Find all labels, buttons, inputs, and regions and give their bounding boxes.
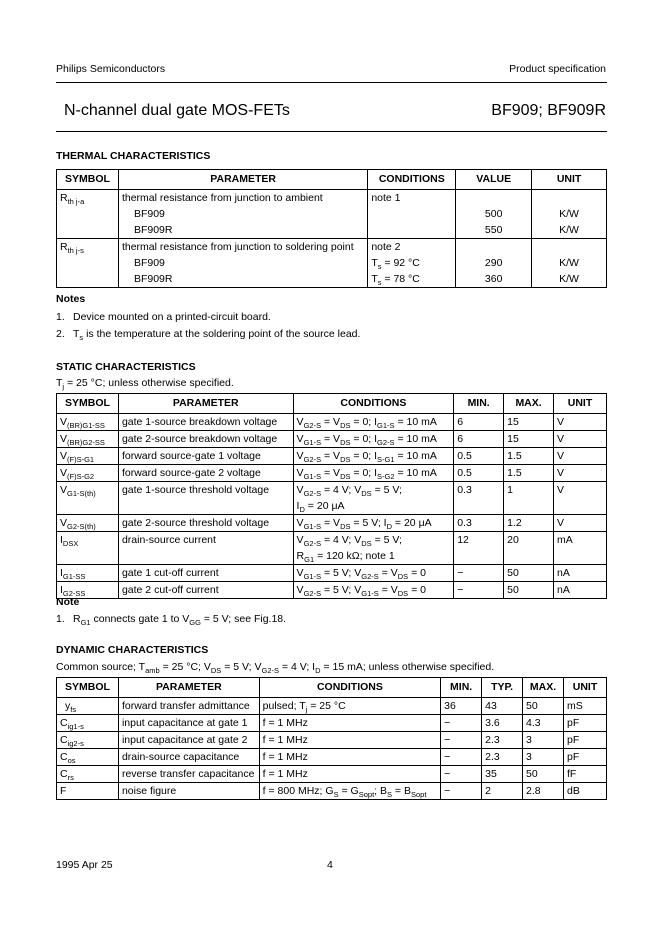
conditions-cell: $V_{G1-S} = V_{DS} = 0$; $I_{G2-S} = 10$ mA (293, 431, 454, 448)
typ-cell: 2.3 (482, 732, 523, 749)
symbol-cell: $V_{(BR)G1-SS}$ (57, 414, 119, 431)
symbol-cell: F (57, 783, 119, 800)
conditions-cell: $V_{G2-S} = V_{DS} = 0$; $I_{S-G1} = 10$ mA (293, 448, 454, 465)
conditions-cell: f = 1 MHz (259, 766, 441, 783)
footer-date: 1995 Apr 25 (56, 859, 113, 871)
unit-cell: K/W K/W (532, 239, 607, 288)
parameter-cell: thermal resistance from junction to soldering point BF909 BF909R (118, 239, 367, 288)
unit-cell: pF (564, 749, 607, 766)
parameter-cell: thermal resistance from junction to ambient BF909 BF909R (118, 190, 367, 239)
conditions-cell: pulsed; $T_j = 25$ °C (259, 698, 441, 715)
max-cell: 1.5 (504, 448, 554, 465)
symbol-cell: $V_{(F)S-G2}$ (57, 465, 119, 482)
symbol-cell: $C_{ig1-s}$ (57, 715, 119, 732)
page-title: N-channel dual gate MOS-FETs (64, 102, 290, 119)
max-cell: 50 (523, 698, 564, 715)
header-rule-top (56, 82, 607, 83)
parameter-cell: forward source-gate 2 voltage (118, 465, 293, 482)
symbol-cell: $V_{G2-S(th)}$ (57, 515, 119, 532)
col-header: SYMBOL (57, 678, 119, 698)
max-cell: 15 (504, 414, 554, 431)
typ-cell: 3.6 (482, 715, 523, 732)
page-number: 4 (327, 859, 333, 871)
col-header: PARAMETER (118, 170, 367, 190)
unit-cell: V (554, 448, 607, 465)
symbol-cell: $V_{(BR)G2-SS}$ (57, 431, 119, 448)
col-header: PARAMETER (118, 678, 259, 698)
typ-cell: 2.3 (482, 749, 523, 766)
symbol-cell: $R_{th j-a}$ (57, 190, 119, 239)
table-row (57, 698, 607, 715)
table-row (57, 565, 607, 582)
col-header: CONDITIONS (259, 678, 441, 698)
parameter-cell: gate 1-source threshold voltage (118, 482, 293, 515)
max-cell: 1.5 (504, 465, 554, 482)
col-header: MAX. (523, 678, 564, 698)
table-row (57, 582, 607, 599)
max-cell: 3 (523, 732, 564, 749)
min-cell: 12 (454, 532, 504, 565)
min-cell: − (441, 732, 482, 749)
min-cell: − (441, 715, 482, 732)
unit-cell: V (554, 482, 607, 515)
col-header: CONDITIONS (368, 170, 456, 190)
conditions-cell: $V_{G1-S} = V_{DS} = 5$ V; $I_D = 20$ μA (293, 515, 454, 532)
max-cell: 2.8 (523, 783, 564, 800)
header-rule-bottom (56, 131, 607, 132)
conditions-cell: f = 1 MHz (259, 732, 441, 749)
col-header: SYMBOL (57, 394, 119, 414)
table-row (57, 482, 607, 515)
min-cell: − (441, 766, 482, 783)
table-header-row (57, 170, 607, 190)
col-header: PARAMETER (118, 394, 293, 414)
document-type: Product specification (509, 63, 606, 75)
table-row (57, 465, 607, 482)
conditions-cell: note 1 (368, 190, 456, 239)
max-cell: 3 (523, 749, 564, 766)
value-cell: 290 360 (456, 239, 532, 288)
table-header-row (57, 678, 607, 698)
min-cell: 0.5 (454, 448, 504, 465)
unit-cell: mS (564, 698, 607, 715)
col-header: CONDITIONS (293, 394, 454, 414)
unit-cell: dB (564, 783, 607, 800)
parameter-cell: gate 1-source breakdown voltage (118, 414, 293, 431)
unit-cell: V (554, 431, 607, 448)
conditions-cell: f = 1 MHz (259, 715, 441, 732)
col-header: MIN. (454, 394, 504, 414)
col-header: VALUE (456, 170, 532, 190)
min-cell: − (441, 749, 482, 766)
parameter-cell: gate 1 cut-off current (118, 565, 293, 582)
unit-cell: pF (564, 732, 607, 749)
symbol-cell: $V_{(F)S-G1}$ (57, 448, 119, 465)
parameter-cell: gate 2-source breakdown voltage (118, 431, 293, 448)
symbol-cell: $I_{G2-SS}$ (57, 582, 119, 599)
symbol-cell: $V_{G1-S(th)}$ (57, 482, 119, 515)
conditions-cell: f = 800 MHz; $G_S = G_{Sopt}$; $B_S = B_{Sopt}$ (259, 783, 441, 800)
static-note-title: Note (56, 596, 80, 608)
col-header: TYP. (482, 678, 523, 698)
parameter-cell: drain-source current (118, 532, 293, 565)
symbol-cell: $I_{G1-SS}$ (57, 565, 119, 582)
col-header: UNIT (564, 678, 607, 698)
typ-cell: 2 (482, 783, 523, 800)
thermal-note-2: 2. $T_s$ is the temperature at the soldering point of the source lead. (56, 328, 361, 342)
parameter-cell: gate 2-source threshold voltage (118, 515, 293, 532)
table-row (57, 532, 607, 565)
parameter-cell: noise figure (118, 783, 259, 800)
table-header-row (57, 394, 607, 414)
table-row (57, 431, 607, 448)
static-heading: STATIC CHARACTERISTICS (56, 361, 196, 373)
min-cell: 0.5 (454, 465, 504, 482)
col-header: MAX. (504, 394, 554, 414)
unit-cell: V (554, 414, 607, 431)
min-cell: 0.3 (454, 515, 504, 532)
max-cell: 50 (504, 565, 554, 582)
table-row (57, 239, 607, 288)
typ-cell: 35 (482, 766, 523, 783)
parameter-cell: input capacitance at gate 2 (118, 732, 259, 749)
col-header: MIN. (441, 678, 482, 698)
unit-cell: V (554, 465, 607, 482)
min-cell: − (454, 582, 504, 599)
min-cell: − (454, 565, 504, 582)
table-row (57, 515, 607, 532)
unit-cell: pF (564, 715, 607, 732)
max-cell: 20 (504, 532, 554, 565)
symbol-cell: $y_{fs}$ (57, 698, 119, 715)
table-row (57, 414, 607, 431)
table-row (57, 783, 607, 800)
table-row (57, 732, 607, 749)
symbol-cell: $C_{os}$ (57, 749, 119, 766)
thermal-heading: THERMAL CHARACTERISTICS (56, 150, 211, 162)
conditions-cell: f = 1 MHz (259, 749, 441, 766)
company-name: Philips Semiconductors (56, 63, 166, 75)
min-cell: − (441, 783, 482, 800)
parameter-cell: reverse transfer capacitance (118, 766, 259, 783)
parameter-cell: gate 2 cut-off current (118, 582, 293, 599)
conditions-cell: $V_{G2-S} = V_{DS} = 0$; $I_{G1-S} = 10$ mA (293, 414, 454, 431)
typ-cell: 43 (482, 698, 523, 715)
col-header: SYMBOL (57, 170, 119, 190)
conditions-cell: $V_{G2-S} = 4$ V; $V_{DS} = 5$ V; $R_{G1} = 120$ kΩ; note 1 (293, 532, 454, 565)
symbol-cell: $I_{DSX}$ (57, 532, 119, 565)
table-row (57, 749, 607, 766)
parameter-cell: forward source-gate 1 voltage (118, 448, 293, 465)
dynamic-subtitle: Common source; $T_{amb} = 25$ °C; $V_{DS} = 5$ V; $V_{G2-S} = 4$ V; $I_D = 15$ mA; unless otherwise specified. (56, 661, 495, 675)
conditions-cell: note 2 $T_s = 92$ °C $T_s = 78$ °C (368, 239, 456, 288)
conditions-cell: $V_{G2-S} = 5$ V; $V_{G1-S} = V_{DS} = 0$ (293, 582, 454, 599)
unit-cell: K/W K/W (532, 190, 607, 239)
unit-cell: fF (564, 766, 607, 783)
unit-cell: nA (554, 565, 607, 582)
conditions-cell: $V_{G1-S} = 5$ V; $V_{G2-S} = V_{DS} = 0$ (293, 565, 454, 582)
max-cell: 50 (504, 582, 554, 599)
max-cell: 1.2 (504, 515, 554, 532)
unit-cell: V (554, 515, 607, 532)
thermal-table (56, 169, 607, 288)
thermal-notes-title: Notes (56, 293, 86, 305)
thermal-note-1: 1. Device mounted on a printed-circuit board. (56, 311, 271, 323)
table-row (57, 448, 607, 465)
dynamic-table (56, 677, 607, 800)
min-cell: 0.3 (454, 482, 504, 515)
conditions-cell: $V_{G2-S} = 4$ V; $V_{DS} = 5$ V; $I_D = 20$ μA (293, 482, 454, 515)
min-cell: 6 (454, 414, 504, 431)
table-row (57, 766, 607, 783)
static-subtitle: $T_j = 25$ °C; unless otherwise specified. (56, 377, 234, 391)
unit-cell: nA (554, 582, 607, 599)
min-cell: 6 (454, 431, 504, 448)
table-row (57, 715, 607, 732)
col-header: UNIT (532, 170, 607, 190)
static-table (56, 393, 607, 599)
table-row (57, 190, 607, 239)
static-note-1: 1. $R_{G1}$ connects gate 1 to $V_{GG} = 5$ V; see Fig.18. (56, 613, 287, 627)
max-cell: 50 (523, 766, 564, 783)
parameter-cell: forward transfer admittance (118, 698, 259, 715)
col-header: UNIT (554, 394, 607, 414)
parameter-cell: drain-source capacitance (118, 749, 259, 766)
max-cell: 1 (504, 482, 554, 515)
symbol-cell: $C_{ig2-s}$ (57, 732, 119, 749)
max-cell: 4.3 (523, 715, 564, 732)
conditions-cell: $V_{G1-S} = V_{DS} = 0$; $I_{S-G2} = 10$ mA (293, 465, 454, 482)
max-cell: 15 (504, 431, 554, 448)
value-cell: 500 550 (456, 190, 532, 239)
symbol-cell: $R_{th j-s}$ (57, 239, 119, 288)
parameter-cell: input capacitance at gate 1 (118, 715, 259, 732)
symbol-cell: $C_{rs}$ (57, 766, 119, 783)
dynamic-heading: DYNAMIC CHARACTERISTICS (56, 644, 209, 656)
part-number: BF909; BF909R (491, 102, 606, 119)
min-cell: 36 (441, 698, 482, 715)
unit-cell: mA (554, 532, 607, 565)
